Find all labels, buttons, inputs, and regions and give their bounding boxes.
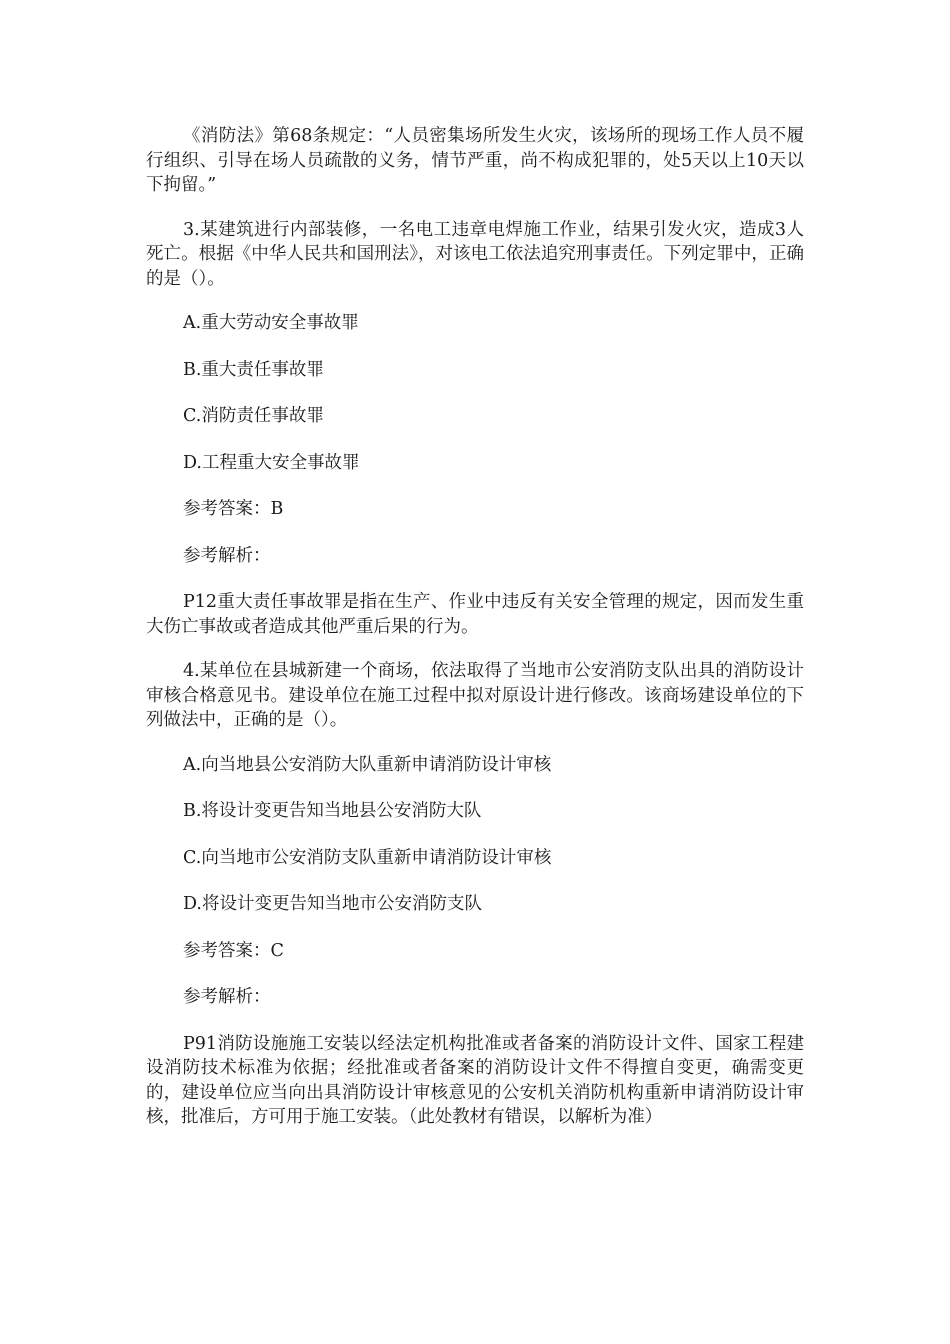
question-4: 4.某单位在县城新建一个商场，依法取得了当地市公安消防支队出具的消防设计审核合格意见书。建设单位在施工过程中拟对原设计进行修改。该商场建设单位的下列做法中，正确的是（）。 bbox=[146, 661, 804, 730]
question-4-option-a: A.向当地县公安消防大队重新申请消防设计审核 bbox=[183, 754, 552, 775]
question-3-option-b: B.重大责任事故罪 bbox=[183, 359, 324, 380]
question-3: 3.某建筑进行内部装修，一名电工违章电焊施工作业，结果引发火灾，造成3人死亡。根据《中华人民共和国刑法》，对该电工依法追究刑事责任。下列定罪中，正确的是（）。 bbox=[146, 219, 804, 289]
question-4-answer: 参考答案：C bbox=[183, 940, 284, 961]
question-3-answer: 参考答案：B bbox=[183, 499, 284, 519]
question-4-option-b: B.将设计变更告知当地县公安消防大队 bbox=[183, 801, 482, 821]
question-3-explanation: P12重大责任事故罪是指在生产、作业中违反有关安全管理的规定，因而发生重大伤亡事故或者造成其他严重后果的行为。 bbox=[146, 592, 804, 637]
paragraph-fire-law-article-68: 《消防法》第68条规定：“人员密集场所发生火灾，该场所的现场工作人员不履行组织、引导在场人员疏散的义务，情节严重，尚不构成犯罪的，处5天以上10天以下拘留。” bbox=[146, 126, 804, 195]
question-3-option-d: D.工程重大安全事故罪 bbox=[183, 452, 360, 473]
question-3-option-a: A.重大劳动安全事故罪 bbox=[183, 313, 359, 333]
question-4-option-d: D.将设计变更告知当地市公安消防支队 bbox=[183, 894, 482, 914]
question-3-option-c: C.消防责任事故罪 bbox=[183, 406, 324, 426]
question-3-explanation-label: 参考解析： bbox=[183, 545, 271, 566]
question-4-option-c: C.向当地市公安消防支队重新申请消防设计审核 bbox=[183, 847, 552, 868]
question-4-explanation-label: 参考解析： bbox=[183, 987, 271, 1007]
question-4-explanation: P91消防设施施工安装以经法定机构批准或者备案的消防设计文件、国家工程建设消防技术标准为依据；经批准或者备案的消防设计文件不得擅自变更，确需变更的，建设单位应当向出具消防设计审核意见的公安机关消防机构重新申请消防设计审核，批准后，方可用于施工安装。（此处教材有错误，以解析为准） bbox=[146, 1033, 804, 1127]
